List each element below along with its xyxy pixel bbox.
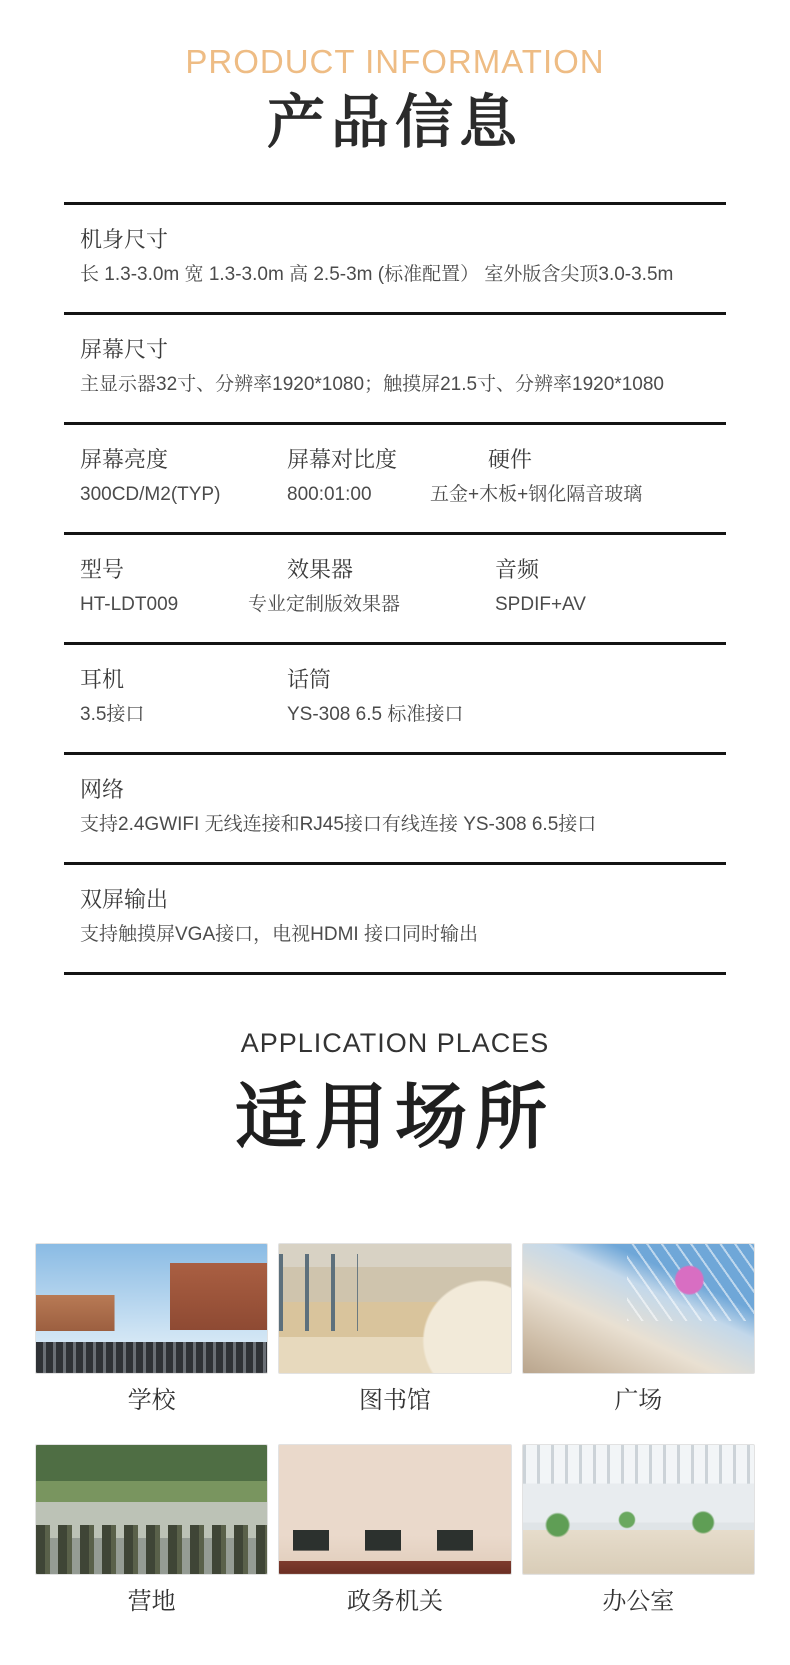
product-info-title-zh: 产品信息 — [266, 90, 523, 155]
spec-label: 型号 — [80, 557, 125, 582]
spec-label: 话筒 — [287, 667, 332, 692]
place-caption: 学校 — [127, 1387, 176, 1414]
spec-cell — [80, 665, 287, 728]
office-photo — [522, 1444, 755, 1575]
application-gallery — [35, 1243, 755, 1631]
spec-value: 3.5接口 — [80, 704, 145, 725]
spec-label: 音频 — [495, 557, 540, 582]
spec-label: 网络 — [80, 777, 125, 802]
school-photo — [35, 1243, 268, 1374]
place-caption: 办公室 — [602, 1588, 675, 1615]
application-places-title-zh: 适用场所 — [234, 1078, 555, 1158]
spec-cell — [287, 665, 710, 728]
spec-value: 五金+木板+钢化隔音玻璃 — [430, 484, 643, 505]
spec-value: 300CD/M2(TYP) — [80, 484, 221, 505]
spec-value: SPDIF+AV — [495, 594, 586, 615]
spec-cell — [430, 445, 710, 508]
spec-cell — [80, 775, 710, 838]
place-school — [35, 1243, 268, 1430]
application-places-title-en: APPLICATION PLACES — [240, 1028, 550, 1058]
spec-value: 长 1.3-3.0m 宽 1.3-3.0m 高 2.5-3m (标准配置） 室外版含尖顶3.0-3.5m — [80, 264, 674, 285]
application-places-header — [0, 1023, 790, 1173]
spec-label: 屏幕对比度 — [287, 447, 398, 472]
spec-cell — [248, 555, 495, 618]
place-caption: 政务机关 — [346, 1588, 443, 1615]
spec-row-brightness-contrast-hardware — [64, 422, 726, 532]
spec-cell — [80, 335, 710, 398]
spec-cell — [80, 555, 248, 618]
place-plaza — [522, 1243, 755, 1430]
plaza-photo — [522, 1243, 755, 1374]
spec-row-headphone-mic — [64, 642, 726, 752]
spec-row-screen-size — [64, 312, 726, 422]
spec-value: 支持2.4GWIFI 无线连接和RJ45接口有线连接 YS-308 6.5接口 — [80, 814, 597, 835]
spec-value: 主显示器32寸、分辨率1920*1080；触摸屏21.5寸、分辨率1920*1080 — [80, 374, 664, 395]
spec-cell — [80, 445, 287, 508]
spec-cell — [287, 445, 430, 508]
place-camp — [35, 1444, 268, 1631]
spec-label: 效果器 — [287, 557, 354, 582]
spec-row-body-size — [64, 202, 726, 312]
spec-value: YS-308 6.5 标准接口 — [287, 704, 464, 725]
spec-label: 双屏输出 — [80, 887, 169, 912]
spec-label: 屏幕亮度 — [80, 447, 169, 472]
place-caption: 广场 — [614, 1387, 663, 1414]
spec-cell — [80, 885, 710, 948]
place-office — [522, 1444, 755, 1631]
place-government — [278, 1444, 511, 1631]
spec-label: 耳机 — [80, 667, 125, 692]
spec-table — [64, 202, 726, 975]
spec-value: 800:01:00 — [287, 484, 372, 505]
place-caption: 营地 — [127, 1588, 176, 1615]
spec-row-model-effector-audio — [64, 532, 726, 642]
spec-value: 专业定制版效果器 — [248, 594, 401, 615]
place-caption: 图书馆 — [358, 1387, 431, 1414]
spec-row-network — [64, 752, 726, 862]
bottom-spacer — [0, 1631, 790, 1665]
spec-cell — [80, 225, 710, 288]
spec-value: HT-LDT009 — [80, 594, 179, 615]
product-info-title-en: PRODUCT INFORMATION — [185, 43, 605, 80]
spec-label: 硬件 — [488, 447, 533, 472]
product-info-header — [0, 0, 790, 162]
library-photo — [278, 1243, 511, 1374]
spec-value: 支持触摸屏VGA接口，电视HDMI 接口同时输出 — [80, 924, 478, 945]
spec-label: 屏幕尺寸 — [80, 337, 169, 362]
government-photo — [278, 1444, 511, 1575]
spec-label: 机身尺寸 — [80, 227, 169, 252]
spec-cell — [495, 555, 710, 618]
place-library — [278, 1243, 511, 1430]
spec-row-dual-screen-output — [64, 862, 726, 972]
camp-photo — [35, 1444, 268, 1575]
